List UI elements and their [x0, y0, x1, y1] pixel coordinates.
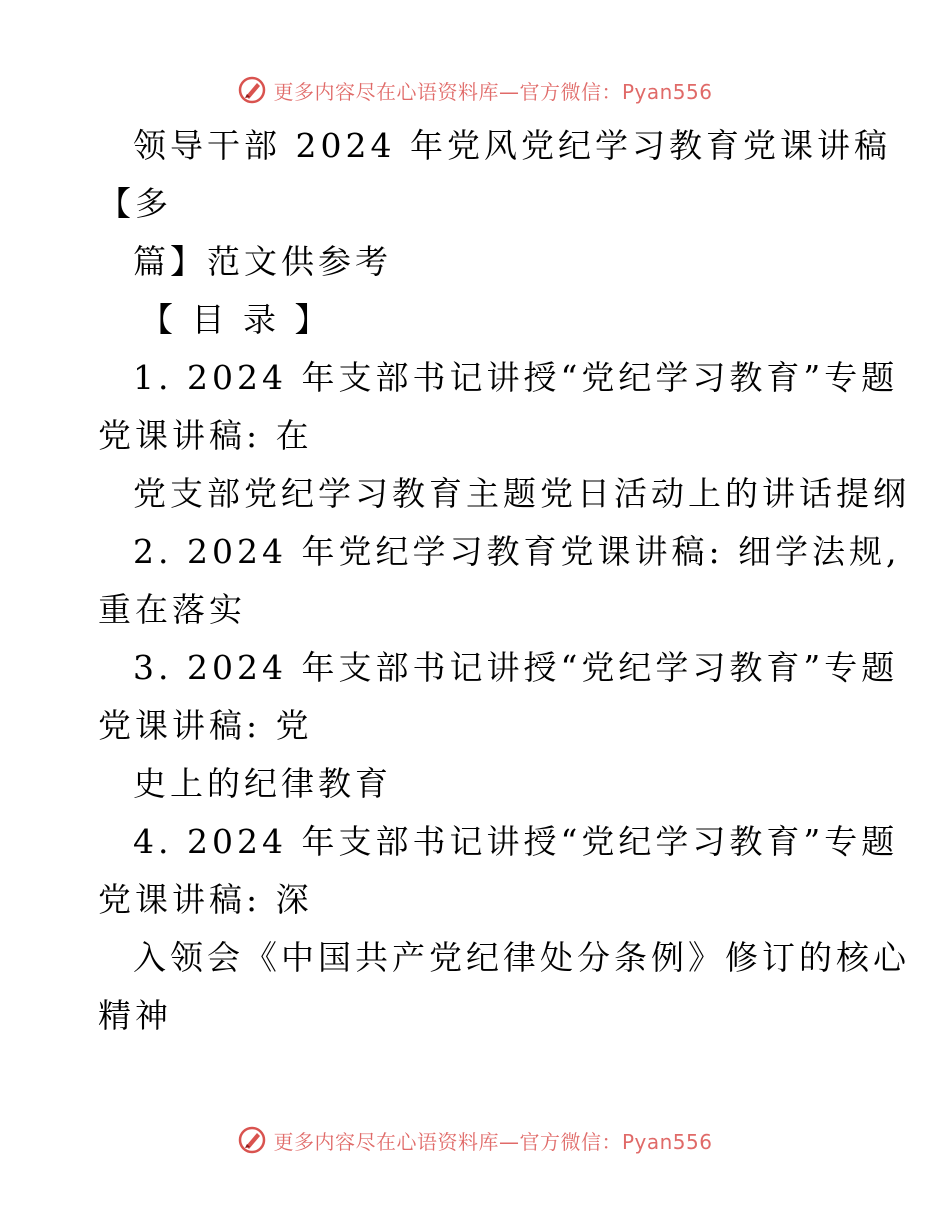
toc-item-4-line-1: 4. 2024 年支部书记讲授“党纪学习教育”专题 [133, 822, 899, 861]
footer-watermark-banner [0, 1120, 950, 1160]
pen-seal-logo-icon [237, 75, 267, 105]
document-title-line-3: 篇】范文供参考 [133, 242, 392, 281]
toc-item-4-line-2: 党课讲稿: 深 [98, 880, 313, 919]
toc-item-3-line-1: 3. 2024 年支部书记讲授“党纪学习教育”专题 [133, 648, 899, 687]
watermark-text: 更多内容尽在心语资料库—官方微信：Pyan556 [273, 79, 713, 104]
toc-item-2-line-1: 2. 2024 年党纪学习教育党课讲稿: 细学法规, [133, 532, 901, 571]
toc-item-4-line-4: 精神 [98, 996, 172, 1035]
pen-seal-logo-icon [237, 1125, 267, 1155]
toc-item-3-line-2: 党课讲稿: 党 [98, 706, 313, 745]
toc-item-1-line-2: 党课讲稿: 在 [98, 416, 313, 455]
document-title-line-1: 领导干部 2024 年党风党纪学习教育党课讲稿 [133, 126, 891, 165]
toc-heading: 【 目 录 】 [140, 300, 332, 339]
watermark-text: 更多内容尽在心语资料库—官方微信：Pyan556 [273, 1129, 713, 1154]
document-title-line-2: 【多 [98, 184, 172, 223]
toc-item-1-line-1: 1. 2024 年支部书记讲授“党纪学习教育”专题 [133, 358, 899, 397]
toc-item-2-line-2: 重在落实 [98, 590, 246, 629]
toc-item-4-line-3: 入领会《中国共产党纪律处分条例》修订的核心 [133, 938, 910, 977]
toc-item-3-line-3: 史上的纪律教育 [133, 764, 392, 803]
header-watermark-banner [0, 70, 950, 110]
toc-item-1-line-3: 党支部党纪学习教育主题党日活动上的讲话提纲 [133, 474, 910, 513]
